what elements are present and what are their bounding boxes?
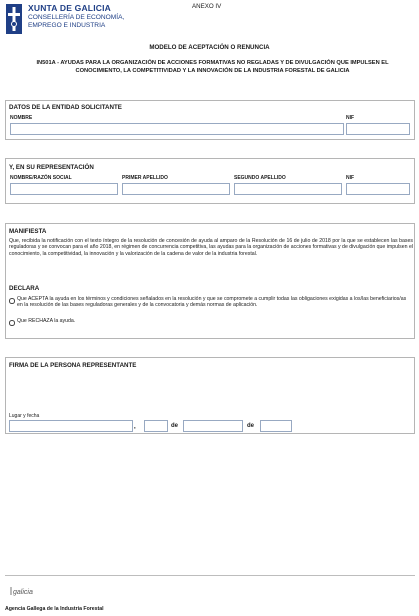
xunta-cross-logo-icon xyxy=(6,4,22,34)
manifiesta-section xyxy=(5,223,415,339)
reject-radio[interactable] xyxy=(9,320,15,326)
header xyxy=(0,0,419,40)
reject-option-text: Que RECHAZA la ayuda. xyxy=(17,318,76,324)
declara-title: DECLARA xyxy=(9,285,40,292)
rep-name-input[interactable] xyxy=(10,183,118,195)
first-surname-label: PRIMER APELLIDO xyxy=(122,175,168,181)
galicia-logo-text: galicia xyxy=(13,589,33,596)
representative-section-title: Y, EN SU REPRESENTACIÓN xyxy=(9,164,94,171)
rep-nif-label: NIF xyxy=(346,175,355,181)
de-separator-1: de xyxy=(171,423,179,429)
second-surname-input[interactable] xyxy=(234,183,342,195)
second-surname-label: SEGUNDO APELLIDO xyxy=(234,175,286,181)
galicia-logo-icon xyxy=(8,585,48,597)
day-input[interactable] xyxy=(144,420,168,432)
anexo-label: ANEXO IV xyxy=(192,3,222,10)
accept-radio[interactable] xyxy=(9,298,15,304)
name-label: NOMBRE xyxy=(10,115,33,121)
footer-organization: Agencia Gallega de la Industria Forestal xyxy=(5,606,104,612)
document-title: MODELO DE ACEPTACIÓN O RENUNCIA xyxy=(149,44,270,51)
brand-subtitle-2: EMPREGO E INDUSTRIA xyxy=(28,22,106,29)
applicant-section-title: DATOS DE LA ENTIDAD SOLICITANTE xyxy=(9,104,122,111)
brand-title: XUNTA DE GALICIA xyxy=(28,3,112,13)
year-input[interactable] xyxy=(260,420,292,432)
brand-subtitle-1: CONSELLERÍA DE ECONOMÍA, xyxy=(28,14,125,21)
manifiesta-title: MANIFIESTA xyxy=(9,228,47,235)
comma-separator: , xyxy=(134,424,136,430)
entity-name-input[interactable] xyxy=(10,123,344,135)
manifiesta-text: Que, recibida la notificación con el texto íntegro de la resolución de concesión de ayuda al amparo de la Resolución de 16 de julio de 2018 por la que se establecen las bases reguladoras y se convocan para el año 2018, en régimen de concurrencia competitiva, las ayudas para la organización de acciones formativas y de divulgación que impulsen el conocimiento, la competitividad, la innovación y la valorización de la cadena de valor de la industria forestal. xyxy=(9,238,413,257)
procedure-title: IN501A - AYUDAS PARA LA ORGANIZACIÓN DE ACCIONES FORMATIVAS NO REGLADAS Y DE DIVULGACIÓN QUE IMPULSEN EL CONOCIMIENTO, LA COMPETITIVIDAD Y LA INNOVACIÓN DE LA INDUSTRIA FORESTAL DE GALICIA xyxy=(36,60,389,74)
month-input[interactable] xyxy=(183,420,243,432)
rep-nif-input[interactable] xyxy=(346,183,410,195)
rep-name-label: NOMBRE/RAZÓN SOCIAL xyxy=(10,175,72,181)
footer-divider xyxy=(5,575,415,576)
applicant-section xyxy=(5,100,415,140)
entity-nif-input[interactable] xyxy=(346,123,410,135)
signature-section xyxy=(5,357,415,434)
accept-option-text: Que ACEPTA la ayuda en los términos y condiciones señalados en la resolución y que se compromete a cumplir todas las obligaciones exigidas a los/las beneficiarios/as en la resolución de las bases reguladoras generales y de la convocatoria y demás normas de aplicación. xyxy=(17,296,407,309)
representative-section xyxy=(5,158,415,204)
nif-label: NIF xyxy=(346,115,355,121)
signature-title: FIRMA DE LA PERSONA REPRESENTANTE xyxy=(9,362,137,369)
first-surname-input[interactable] xyxy=(122,183,230,195)
de-separator-2: de xyxy=(247,423,255,429)
place-date-label: Lugar y fecha xyxy=(9,413,40,419)
place-input[interactable] xyxy=(9,420,133,432)
